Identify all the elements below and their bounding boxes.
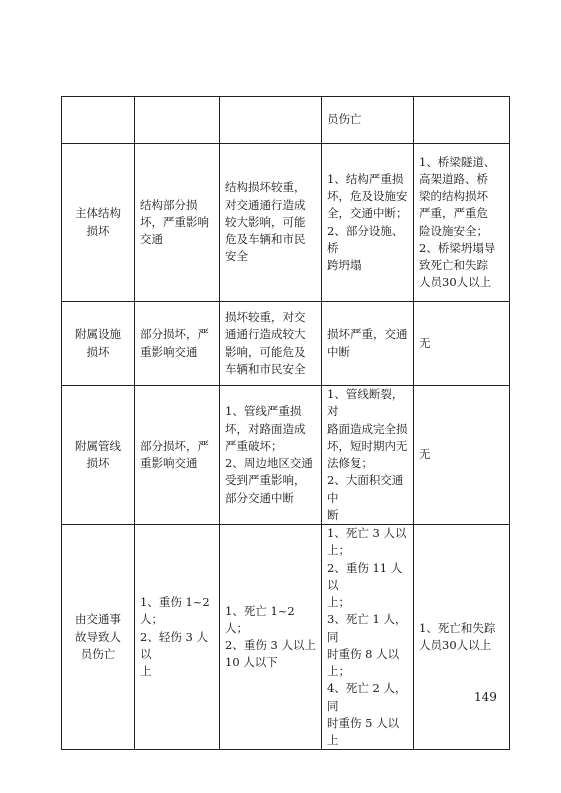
cell-text: 附属管线 损坏 [75,438,121,470]
cell-text: 1、管线断裂，对 路面造成完全损 坏，短时期内无 法修复； 2、大面积交通中 断 [327,387,408,522]
table-cell [135,386,220,525]
table-cell [220,386,322,525]
incident-grading-table [61,96,510,750]
cell-text: 损坏较重，对交 通通行造成较大 影响，可能危及 车辆和市民安全 [225,310,306,376]
cell-text: 无 [419,447,431,462]
cell-text: 损坏严重，交通 中断 [327,327,408,359]
table-row [62,97,510,144]
table-cell [62,386,135,525]
page-number: 149 [474,690,497,704]
cell-text: 部分损坏，严 重影响交通 [140,327,209,359]
table-cell [322,386,414,525]
table-cell [135,525,220,750]
table-cell [220,302,322,386]
table-row [62,525,510,750]
cell-text: 1、桥梁隧道、 高架道路、桥 梁的结构损坏 严重，严重危 险设施安全； 2、桥梁坍塌导 致死亡和失踪 人员30人以上 [419,154,496,290]
cell-text: 1、管线严重损 坏，对路面造成 严重破坏； 2、周边地区交通 受到严重影响， 部分交通中断 [225,404,313,505]
table-cell [322,97,414,144]
cell-text: 1、死亡 1~2 人； 2、重伤 3 人以上 10 人以下 [225,603,316,670]
cell-text: 主体结构 损坏 [75,206,121,238]
table-cell [414,97,510,144]
cell-text: 附属设施 损坏 [75,327,121,359]
cell-text: 1、死亡 3 人以上； 2、重伤 11 人以 上； 3、死亡 1 人，同 时重伤 8 人以上； 4、死亡 2 人，同 时重伤 5 人以上 [327,526,407,747]
table-cell [414,302,510,386]
table-cell [220,144,322,302]
table-cell [414,525,510,750]
table-cell [220,97,322,144]
table-cell [62,302,135,386]
cell-text: 员伤亡 [327,112,362,127]
table-cell [322,144,414,302]
cell-text: 由交通事 故导致人 员伤亡 [75,612,121,661]
table-cell [62,525,135,750]
table-cell [135,144,220,302]
table-cell [135,302,220,386]
table-cell [414,144,510,302]
table-row [62,302,510,386]
table-cell [62,97,135,144]
table-cell [220,525,322,750]
table-cell [135,97,220,144]
table-row [62,386,510,525]
table-row [62,144,510,302]
cell-text: 1、重伤 1~2 人； 2、轻伤 3 人以 上 [140,595,210,678]
cell-text: 结构部分损 坏，严重影响 交通 [140,197,209,247]
table-cell [322,525,414,750]
table-cell [414,386,510,525]
cell-text: 1、结构严重损 坏，危及设施安 全，交通中断； 2、部分设施、桥 跨坍塌 [327,171,408,272]
table-cell [322,302,414,386]
cell-text: 部分损坏，严 重影响交通 [140,438,209,470]
cell-text: 1、死亡和失踪 人员30人以上 [419,620,496,653]
table-cell [62,144,135,302]
cell-text: 结构损坏较重， 对交通通行造成 较大影响，可能 危及车辆和市民 安全 [225,180,306,264]
cell-text: 无 [419,335,431,350]
